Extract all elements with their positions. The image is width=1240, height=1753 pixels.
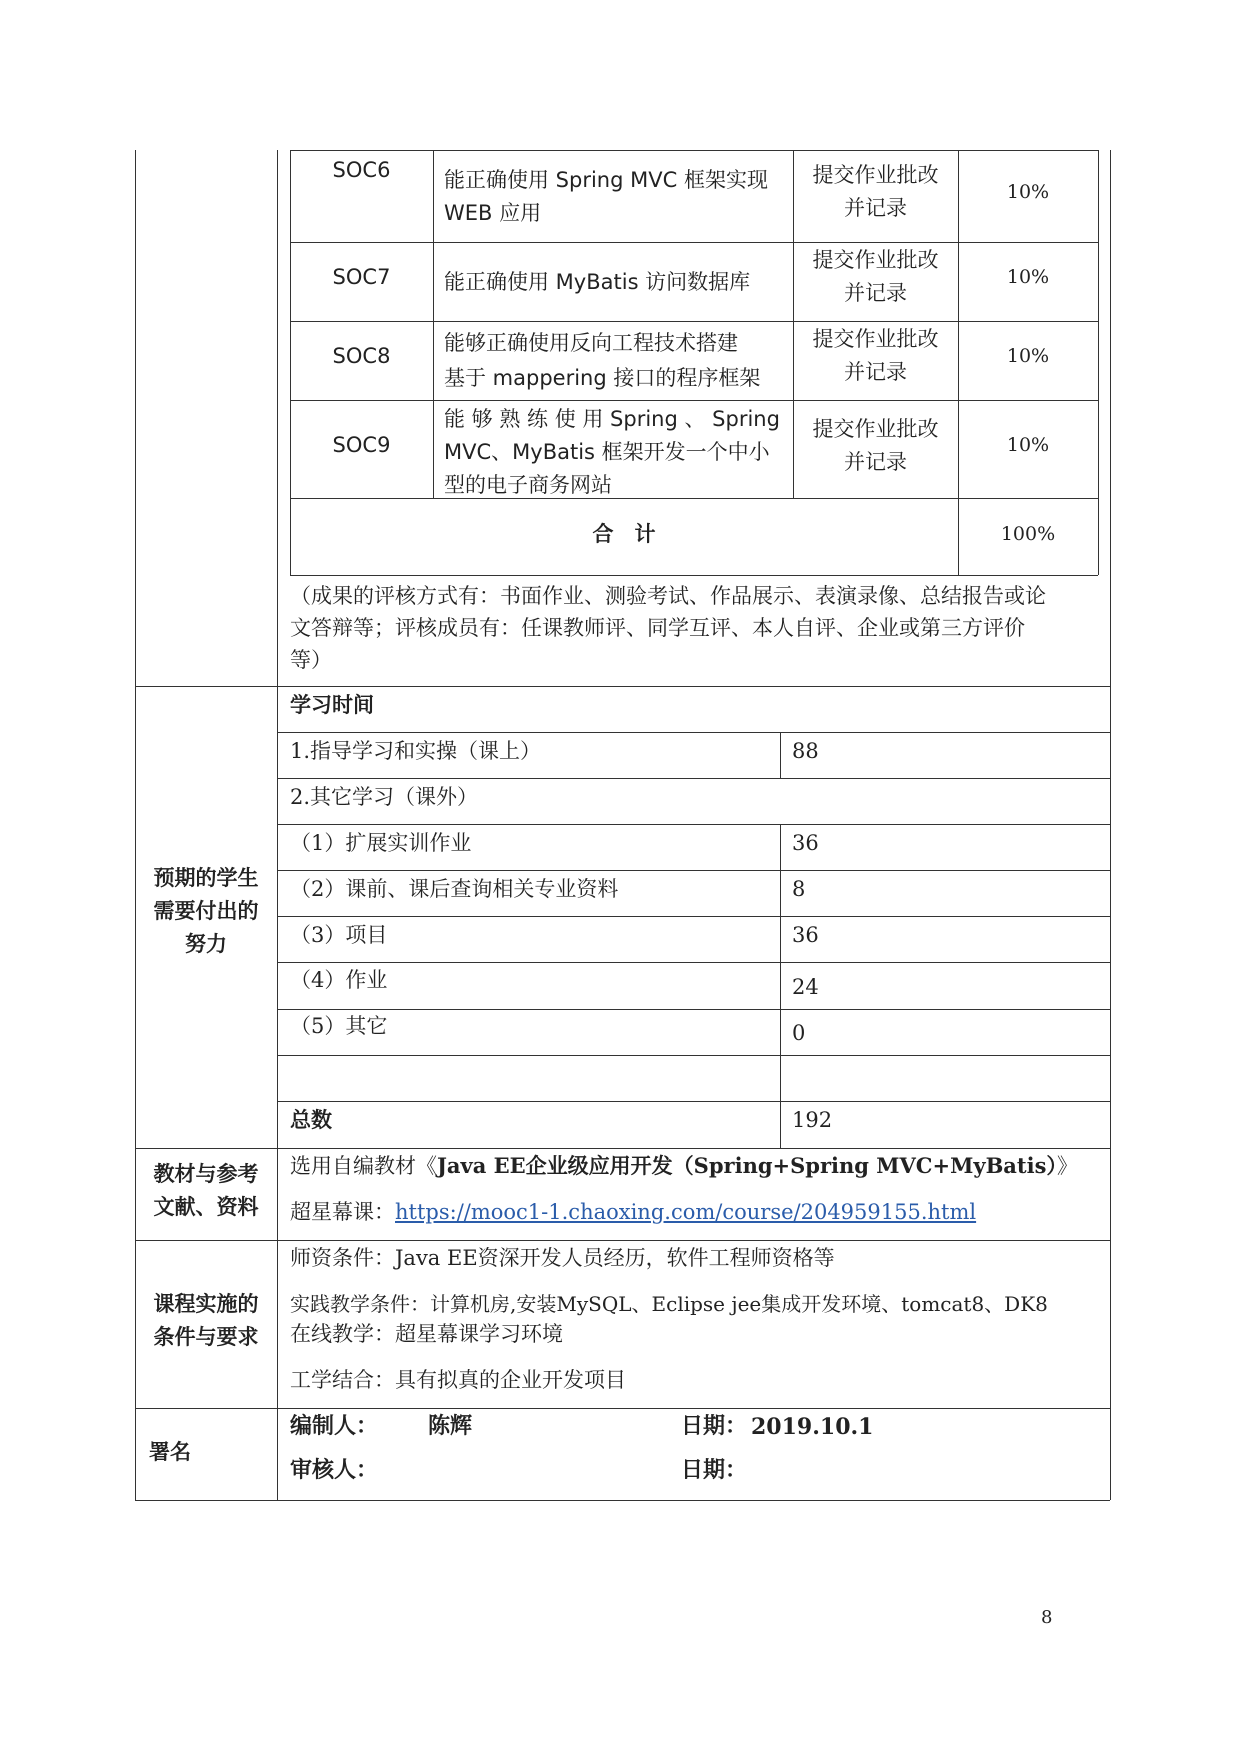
table-row-desc: 能够正确使用反向工程技术搭建 (444, 331, 738, 355)
effort-row-item: （5）其它 (290, 1014, 388, 1038)
assessment-row-divider (290, 498, 1098, 499)
conditions-line: 在线教学：超星幕课学习环境 (290, 1322, 563, 1346)
conditions-label: 课程实施的 (153, 1292, 259, 1316)
assessment-note: 文答辩等；评核成员有：任课教师评、同学互评、本人自评、企业或第三方评价 (290, 616, 1025, 640)
effort-row-value: 0 (792, 1021, 806, 1045)
table-row-desc: 基于 mappering 接口的程序框架 (444, 366, 761, 390)
effort-label: 预期的学生 (153, 866, 259, 890)
assessment-note: 等） (290, 648, 332, 672)
effort-row-divider (277, 870, 1110, 871)
materials-label: 教材与参考 (153, 1162, 259, 1186)
effort-row-divider (277, 824, 1110, 825)
effort-row-item: （4）作业 (290, 968, 388, 992)
assessment-row-divider (290, 400, 1098, 401)
signature-label: 署名 (149, 1440, 191, 1464)
table-row-method: 并记录 (844, 281, 907, 305)
table-row-code: SOC9 (332, 433, 391, 457)
table-row-desc: WEB 应用 (444, 201, 542, 225)
date-value: 2019.10.1 (751, 1414, 874, 1440)
mooc-prefix: 超星幕课： (290, 1200, 395, 1224)
table-row-code: SOC6 (332, 158, 391, 182)
effort-header: 学习时间 (290, 693, 374, 717)
conditions-line: 实践教学条件：计算机房,安装MySQL、Eclipse jee集成开发环境、tomcat8、DK8 (290, 1292, 1048, 1316)
table-row-method: 提交作业批改 (812, 327, 939, 351)
textbook-prefix: 选用自编教材《 (290, 1154, 437, 1178)
row-divider-signature (135, 1408, 1110, 1409)
mooc-line (290, 1196, 976, 1228)
date-label: 日期： (681, 1458, 748, 1483)
assessment-right-border (1098, 150, 1099, 575)
date-label: 日期： (681, 1414, 748, 1439)
effort-row-value: 24 (792, 975, 819, 999)
effort-row-item: （3）项目 (290, 923, 388, 947)
effort-row-value: 88 (792, 739, 819, 763)
table-row-method: 并记录 (844, 450, 907, 474)
table-row-code: SOC7 (332, 265, 391, 289)
assessment-col-divider-1 (433, 150, 434, 498)
assessment-row-divider (290, 321, 1098, 322)
table-row-method: 提交作业批改 (812, 417, 939, 441)
table-row-desc: 型的电子商务网站 (444, 473, 612, 497)
reviewer-label: 审核人： (290, 1458, 379, 1483)
conditions-label: 条件与要求 (153, 1325, 259, 1349)
effort-row-divider (277, 1009, 1110, 1010)
outer-bottom-border (135, 1500, 1110, 1501)
table-row-weight: 10% (1006, 345, 1050, 367)
row-divider-materials (135, 1148, 1110, 1149)
effort-row-item: 1.指导学习和实操（课上） (290, 739, 542, 763)
effort-col-divider (780, 732, 781, 778)
table-row-method: 并记录 (844, 196, 907, 220)
effort-label: 需要付出的 (153, 899, 259, 923)
conditions-line: 师资条件：Java EE资深开发人员经历，软件工程师资格等 (290, 1246, 835, 1270)
effort-total-label: 总数 (290, 1108, 332, 1132)
effort-row-value: 36 (792, 831, 819, 855)
editor-name: 陈辉 (428, 1414, 473, 1439)
assessment-total-value: 100% (1000, 523, 1056, 545)
table-row-weight: 10% (1006, 266, 1050, 288)
textbook-title: Java EE企业级应用开发（Spring+Spring MVC+MyBatis） (437, 1153, 1057, 1178)
effort-label: 努力 (185, 932, 227, 956)
effort-row-value: 36 (792, 923, 819, 947)
effort-row-value: 8 (792, 877, 806, 901)
table-row-method: 提交作业批改 (812, 163, 939, 187)
materials-label: 文献、资料 (153, 1195, 259, 1219)
assessment-total-label: 合 计 (592, 521, 656, 546)
row-divider-effort (135, 686, 1110, 687)
table-row-desc: 能正确使用 Spring MVC 框架实现 (444, 168, 768, 192)
effort-row-divider (277, 732, 1110, 733)
mooc-link[interactable]: https://mooc1-1.chaoxing.com/course/204959155.html (395, 1200, 977, 1224)
table-row-desc: MVC、MyBatis 框架开发一个中小 (444, 440, 770, 464)
table-row-desc: 能正确使用 MyBatis 访问数据库 (444, 270, 751, 294)
outer-right-border (1110, 150, 1111, 1500)
assessment-note: （成果的评核方式有：书面作业、测验考试、作品展示、表演录像、总结报告或论 (290, 584, 1046, 608)
assessment-row-divider (290, 242, 1098, 243)
table-row-method: 提交作业批改 (812, 248, 939, 272)
effort-row-divider (277, 778, 1110, 779)
textbook-suffix: 》 (1056, 1154, 1078, 1178)
effort-col-divider (780, 824, 781, 1148)
assessment-top-border (290, 150, 1098, 151)
table-row-weight: 10% (1006, 434, 1050, 456)
effort-row-item: 2.其它学习（课外） (290, 785, 479, 809)
row-divider-conditions (135, 1240, 1110, 1241)
label-column-divider (277, 150, 278, 1500)
table-row-weight: 10% (1006, 181, 1050, 203)
effort-row-divider (277, 1055, 1110, 1056)
effort-row-item: （2）课前、课后查询相关专业资料 (290, 877, 619, 901)
table-row-code: SOC8 (332, 344, 391, 368)
conditions-line: 工学结合：具有拟真的企业开发项目 (290, 1368, 626, 1392)
effort-total-value: 192 (792, 1108, 833, 1132)
effort-row-divider (277, 962, 1110, 963)
effort-row-divider (277, 1101, 1110, 1102)
editor-label: 编制人： (290, 1414, 379, 1439)
effort-row-divider (277, 916, 1110, 917)
table-row-desc: 能 够 熟 练 使 用 Spring 、 Spring (444, 407, 780, 431)
assessment-bottom-border (290, 575, 1098, 576)
textbook-line (290, 1150, 1078, 1182)
effort-row-item: （1）扩展实训作业 (290, 831, 472, 855)
page-number: 8 (1041, 1607, 1053, 1628)
table-row-method: 并记录 (844, 360, 907, 384)
